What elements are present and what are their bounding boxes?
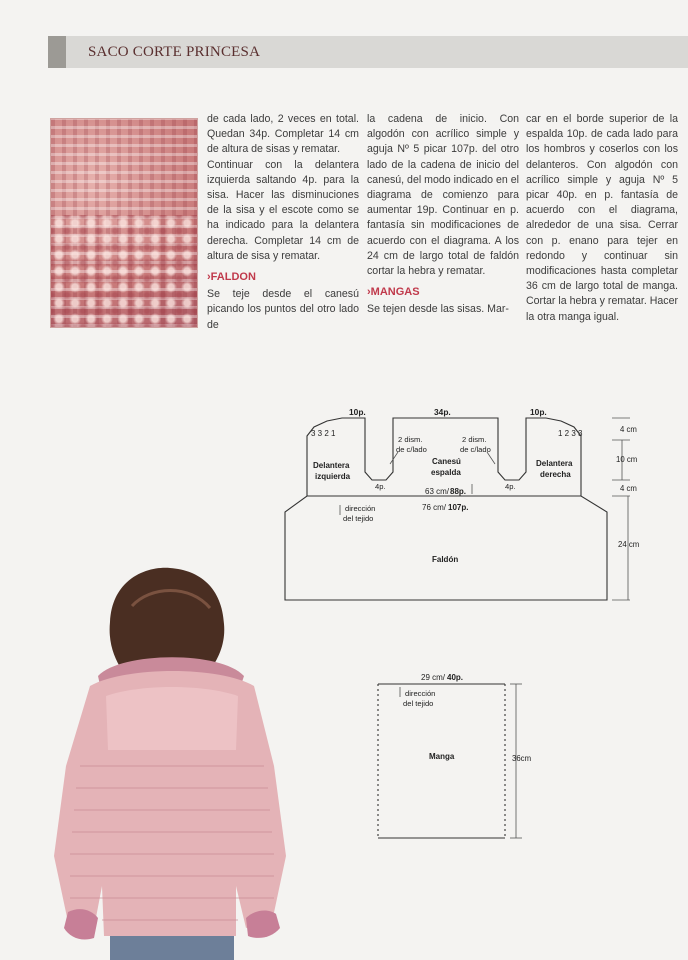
front-right-1: Delantera (536, 459, 573, 468)
text-column-2 (367, 112, 519, 318)
yoke-outline (307, 418, 581, 496)
skirt-label: Faldón (432, 555, 459, 564)
front-left-1: Delantera (313, 461, 350, 470)
armhole-right: 4p. (505, 482, 516, 491)
yoke-width-p: 88p. (450, 487, 467, 496)
dim-4cm-top: 4 cm (620, 425, 637, 434)
direction-1: dirección (345, 504, 376, 513)
top-right-count: 10p. (530, 407, 547, 417)
front-left-2: izquierda (315, 472, 351, 481)
skirt-outline (285, 496, 607, 600)
paragraph: car en el borde superior de la espalda 10p. de cada lado para los hombros y coserlos con los delanteros. Con algodón con acrílico simple y aguja Nº 5 picar 40p. en p. fantasía de acuerdo con el diagrama, alrededor de una sisa. Cerrar con p. enano para tejer en redondo y continuar sin modificaciones hasta completar 36 cm de largo total de manga. Cortar la hebra y rematar. Hacer la otra manga igual. (526, 113, 678, 323)
text-column-1 (207, 112, 359, 333)
sleeve-width-p: 40p. (447, 673, 464, 682)
page-title: SACO CORTE PRINCESA (88, 44, 261, 60)
sleeve-length: 36cm (512, 754, 532, 763)
stitch-swatch-photo (50, 118, 198, 328)
dism-right-2: de c/lado (460, 445, 491, 454)
paragraph: la cadena de inicio. Con algodón con acrílico simple y aguja Nº 5 picar 107p. del otro lado de la cadena de inicio del canesú, del modo indicado en el diagrama de comienzo para aumentar 19p. Continuar en p. fantasía sin modificaciones de acuerdo con el diagrama. A los 24 cm de largo total de faldón cortar la hebra y rematar. (367, 113, 519, 278)
dim-24cm: 24 cm (618, 540, 640, 549)
armhole-left: 4p. (375, 482, 386, 491)
skirt-width-cm: 76 cm/ (422, 503, 447, 512)
sleeve-width-cm: 29 cm/ (421, 673, 446, 682)
paragraph: de cada lado, 2 veces en total. Quedan 34p. Completar 14 cm de altura de sisas y rematar. (207, 113, 359, 156)
right-steps: 1 2 3 3 (558, 429, 583, 438)
sleeve-direction-1: dirección (405, 689, 436, 698)
skirt-width-p: 107p. (448, 503, 469, 512)
dism-left-1: 2 dism. (398, 435, 423, 444)
section-heading-text: MANGAS (370, 286, 420, 299)
section-heading-text: FALDON (210, 271, 256, 284)
section-heading (367, 285, 519, 300)
sleeve-label: Manga (429, 752, 455, 761)
header-accent (48, 36, 66, 68)
back-2: espalda (431, 468, 461, 477)
sleeve-direction-2: del tejido (403, 699, 434, 708)
paragraph: Se tejen desde las sisas. Mar- (367, 303, 509, 316)
child-wearing-jacket-photo (40, 566, 310, 960)
paragraph: Se teje desde el canesú picando los puntos del otro lado de (207, 288, 359, 331)
dim-10cm: 10 cm (616, 455, 638, 464)
front-right-2: derecha (540, 470, 571, 479)
text-column-3 (526, 112, 678, 325)
yoke-width-cm: 63 cm/ (425, 487, 450, 496)
top-left-count: 10p. (349, 407, 366, 417)
direction-2: del tejido (343, 514, 374, 523)
dim-4cm-bottom: 4 cm (620, 484, 637, 493)
dism-right-1: 2 dism. (462, 435, 487, 444)
left-steps: 3 3 2 1 (311, 429, 336, 438)
paragraph: Continuar con la delantera izquierda saltando 4p. para la sisa. Hacer las disminuciones de la sisa y el escote como se ha indicado para la delantera derecha. Completar 14 cm de altura de sisa y rematar. (207, 158, 359, 262)
back-1: Canesú (432, 457, 461, 466)
dism-left-2: de c/lado (396, 445, 427, 454)
section-marker: › (207, 271, 211, 284)
section-marker: › (367, 286, 371, 299)
section-heading (207, 270, 359, 285)
top-center-count: 34p. (434, 407, 451, 417)
